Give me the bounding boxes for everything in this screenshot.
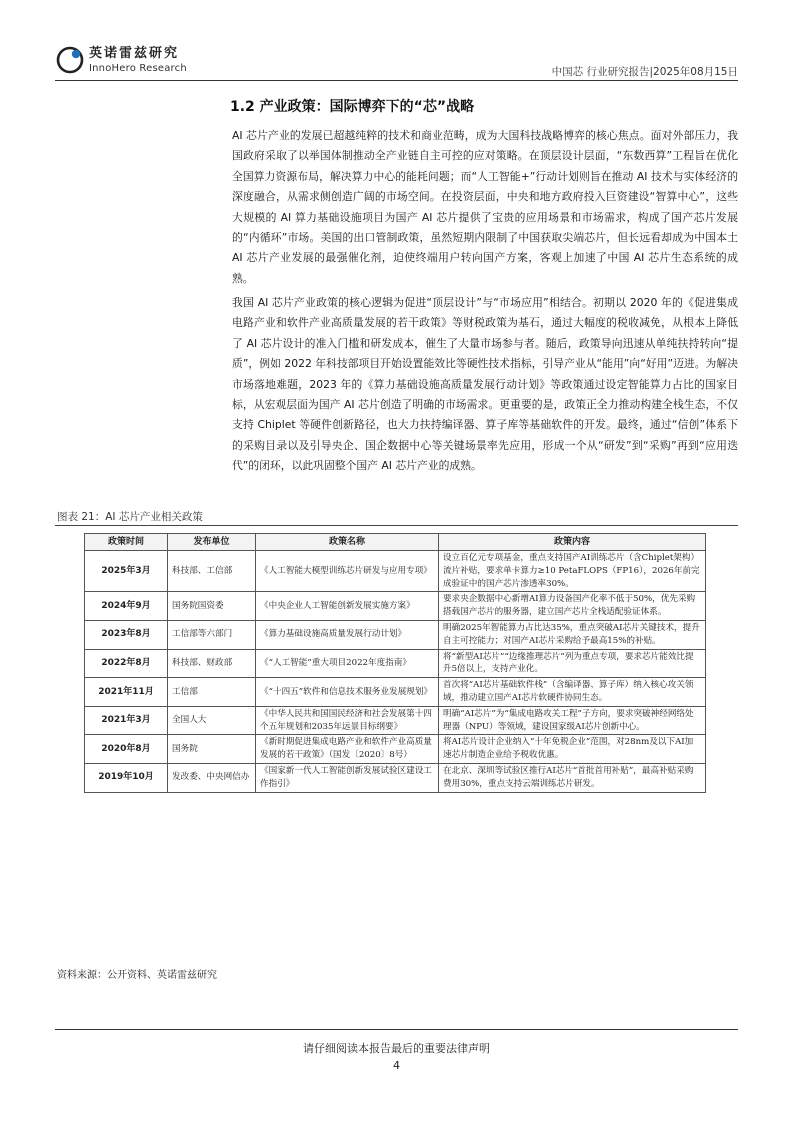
cell-policy-name: 《人工智能大模型训练芯片研发与应用专项》 <box>256 551 439 592</box>
cell-date: 2025年3月 <box>85 551 168 592</box>
source-note: 资料来源：公开资料、英诺雷兹研究 <box>57 970 217 981</box>
cell-policy-name: 《“十四五”软件和信息技术服务业发展规划》 <box>256 678 439 707</box>
cell-date: 2022年8月 <box>85 649 168 678</box>
cell-dept: 发改委、中央网信办 <box>168 763 256 792</box>
cell-policy-content: 要求央企数据中心新增AI算力设备国产化率不低于50%，优先采购搭载国产芯片的服务器，建立国产芯片全栈适配验证体系。 <box>439 592 706 621</box>
cell-policy-content: 首次将“AI芯片基础软件栈”（含编译器、算子库）纳入核心攻关领域，推动建立国产AI芯片软硬件协同生态。 <box>439 678 706 707</box>
table-row <box>85 592 706 621</box>
column-header-name: 政策名称 <box>256 534 439 551</box>
report-info: 中国芯 行业研究报告|2025年08月15日 <box>551 66 738 78</box>
cell-dept: 国务院国资委 <box>168 592 256 621</box>
cell-date: 2021年11月 <box>85 678 168 707</box>
cell-policy-name: 《“人工智能”重大项目2022年度指南》 <box>256 649 439 678</box>
cell-policy-name: 《国家新一代人工智能创新发展试验区建设工作指引》 <box>256 763 439 792</box>
company-logo <box>55 45 85 75</box>
logo-mark-icon <box>55 45 85 75</box>
page-header <box>55 45 738 81</box>
cell-dept: 国务院 <box>168 735 256 764</box>
column-header-dept: 发布单位 <box>168 534 256 551</box>
figure-title: 图表 21：AI 芯片产业相关政策 <box>57 511 203 523</box>
cell-dept: 工信部等六部门 <box>168 620 256 649</box>
cell-policy-content: 在北京、深圳等试验区推行AI芯片“首批首用补贴”，最高补贴采购费用30%，重点支持云端训练芯片研发。 <box>439 763 706 792</box>
cell-date: 2023年8月 <box>85 620 168 649</box>
table-row <box>85 620 706 649</box>
cell-policy-content: 将AI芯片设计企业纳入“十年免税企业”范围，对28nm及以下AI加速芯片制造企业给予税收优惠。 <box>439 735 706 764</box>
column-header-content: 政策内容 <box>439 534 706 551</box>
cell-date: 2024年9月 <box>85 592 168 621</box>
cell-date: 2020年8月 <box>85 735 168 764</box>
cell-policy-name: 《算力基础设施高质量发展行动计划》 <box>256 620 439 649</box>
cell-dept: 科技部、财政部 <box>168 649 256 678</box>
brand-name-en: InnoHero Research <box>89 63 187 74</box>
figure-divider <box>55 525 738 526</box>
table-row <box>85 763 706 792</box>
cell-policy-name: 《中华人民共和国国民经济和社会发展第十四个五年规划和2035年远景目标纲要》 <box>256 706 439 735</box>
cell-date: 2021年3月 <box>85 706 168 735</box>
table-row <box>85 735 706 764</box>
body-paragraph: 我国 AI 芯片产业政策的核心逻辑为促进“顶层设计”与“市场应用”相结合。初期以 2020 年的《促进集成电路产业和软件产业高质量发展的若干政策》等财税政策为基石，通过大幅度的税收减免，从根本上降低了 AI 芯片设计的准入门槛和研发成本，催生了大量市场参与者。随后，政策导向迅速从单纯扶持转向“提质”，例如 2022 年科技部项目开始设置能效比等硬性技术指标，引导产业从“能用”向“好用”迈进。为解决市场落地难题，2023 年的《算力基础设施高质量发展行动计划》等政策通过设定智能算力占比的国家目标，从宏观层面为国产 AI 芯片创造了明确的市场需求。更重要的是，政策正全力推动构建全栈生态，不仅支持 Chiplet 等硬件创新路径，也大力扶持编译器、算子库等基础软件的开发。最终，通过“信创”体系下的采购目录以及引导央企、国企数据中心等关键场景率先应用，形成一个从“研发”到“采购”再到“应用迭代”的闭环，以此巩固整个国产 AI 芯片产业的成熟。 <box>232 296 738 473</box>
cell-policy-name: 《中央企业人工智能创新发展实施方案》 <box>256 592 439 621</box>
brand-name-cn: 英诺雷兹研究 <box>89 46 180 61</box>
policy-table <box>84 533 706 793</box>
section-title: 1.2 产业政策：国际博弈下的“芯”战略 <box>230 99 475 115</box>
page-number: 4 <box>393 1059 400 1072</box>
body-paragraph: AI 芯片产业的发展已超越纯粹的技术和商业范畴，成为大国科技战略博弈的核心焦点。面对外部压力，我国政府采取了以举国体制推动全产业链自主可控的应对策略。在顶层设计层面，“东数西算”工程旨在优化全国算力资源布局，解决算力中心的能耗问题；而“人工智能+”行动计划则旨在推动 AI 技术与实体经济的深度融合，从需求侧创造广阔的市场空间。在投资层面，中央和地方政府投入巨资建设“智算中心”，这些大规模的 AI 算力基础设施项目为国产 AI 芯片提供了宝贵的应用场景和市场需求，构成了国产芯片发展的“内循环”市场。美国的出口管制政策，虽然短期内限制了中国获取尖端芯片，但长远看却成为中国本土 AI 芯片产业发展的最强催化剂，迫使终端用户转向国产方案，客观上加速了中国 AI 芯片生态系统的成熟。 <box>232 129 738 285</box>
cell-policy-content: 将“新型AI芯片”“边缘推理芯片”列为重点专项，要求芯片能效比提升5倍以上，支持产业化。 <box>439 649 706 678</box>
table-row <box>85 649 706 678</box>
cell-date: 2019年10月 <box>85 763 168 792</box>
cell-dept: 工信部 <box>168 678 256 707</box>
footer-divider <box>55 1029 738 1030</box>
table-header-row <box>85 534 706 551</box>
header-divider <box>55 80 738 81</box>
column-header-date: 政策时间 <box>85 534 168 551</box>
cell-dept: 科技部、工信部 <box>168 551 256 592</box>
table-row <box>85 678 706 707</box>
cell-policy-content: 明确2025年智能算力占比达35%，重点突破AI芯片关键技术，提升自主可控能力；对国产AI芯片采购给予最高15%的补贴。 <box>439 620 706 649</box>
brand <box>89 46 187 75</box>
cell-dept: 全国人大 <box>168 706 256 735</box>
table-row <box>85 551 706 592</box>
cell-policy-content: 设立百亿元专项基金，重点支持国产AI训练芯片（含Chiplet架构）流片补贴，要求单卡算力≥10 PetaFLOPS（FP16），2026年前完成验证中的国产芯片渗透率30%。 <box>439 551 706 592</box>
legal-disclaimer: 请仔细阅读本报告最后的重要法律声明 <box>303 1042 490 1055</box>
cell-policy-name: 《新时期促进集成电路产业和软件产业高质量发展的若干政策》（国发〔2020〕8号） <box>256 735 439 764</box>
cell-policy-content: 明确“AI芯片”为“集成电路攻关工程”子方向，要求突破神经网络处理器（NPU）等领域，建设国家级AI芯片创新中心。 <box>439 706 706 735</box>
table-row <box>85 706 706 735</box>
